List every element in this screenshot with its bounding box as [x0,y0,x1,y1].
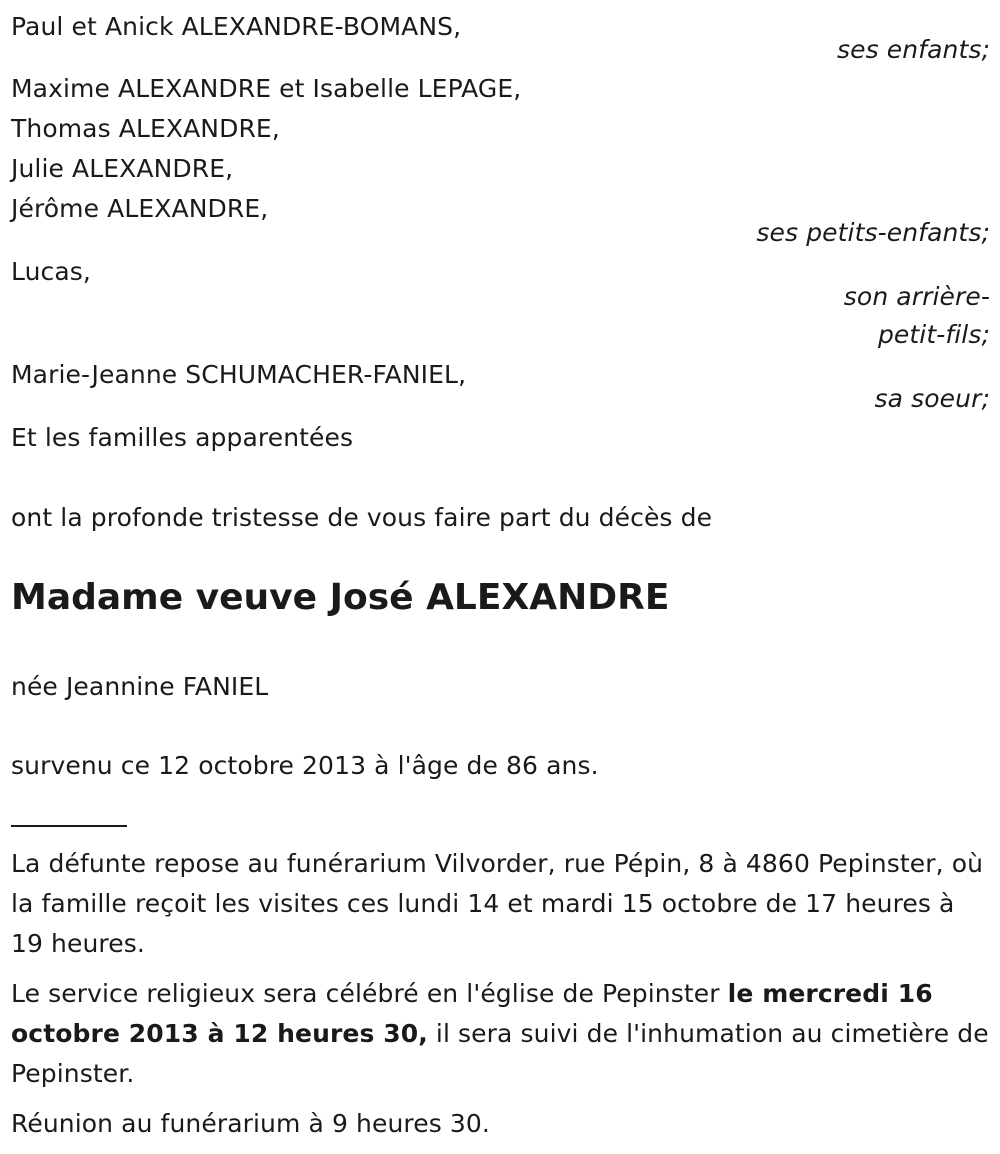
relatives-line: Et les familles apparentées [11,423,354,452]
visitation-paragraph: La défunte repose au funérarium Vilvorder, rue Pépin, 8 à 4860 Pepinster, où la famille reçoit les visites ces lundi 14 et mardi 15 octobre de 17 heures à 19 heures. [11,849,984,958]
birth-name: née Jeannine FANIEL [11,672,269,701]
announcement-text: ont la profonde tristesse de vous faire part du décès de [11,503,713,532]
section-divider [11,825,127,827]
sister-name: Marie-Jeanne SCHUMACHER-FANIEL, [11,360,467,389]
service-paragraph [11,974,991,1094]
grandchild-name: Maxime ALEXANDRE et Isabelle LEPAGE, [11,74,522,103]
service-date: le mercredi 16 octobre 2013 à 12 heures 30, [11,979,933,1048]
meeting-line: Réunion au funérarium à 9 heures 30. [11,1109,490,1138]
sister-role: sa soeur; [874,384,990,413]
service-text-end: il sera suivi de l'inhumation au cimetière de Pepinster. [11,1019,989,1088]
grandchild-name: Julie ALEXANDRE, [11,154,234,183]
deceased-name: Madame veuve José ALEXANDRE [11,577,670,618]
children-role: ses enfants; [836,35,990,64]
grandchildren-role: ses petits-enfants; [756,218,990,247]
death-info: survenu ce 12 octobre 2013 à l'âge de 86 ans. [11,751,599,780]
grandchild-name: Thomas ALEXANDRE, [11,114,280,143]
great-grandchild-name: Lucas, [11,257,91,286]
grandchild-name: Jérôme ALEXANDRE, [11,194,269,223]
children-names: Paul et Anick ALEXANDRE-BOMANS, [11,12,462,41]
great-grandchild-role: petit-fils; [877,320,990,349]
service-text: Le service religieux sera célébré en l'église de Pepinster [11,979,728,1008]
great-grandchild-role: son arrière- [843,282,990,311]
